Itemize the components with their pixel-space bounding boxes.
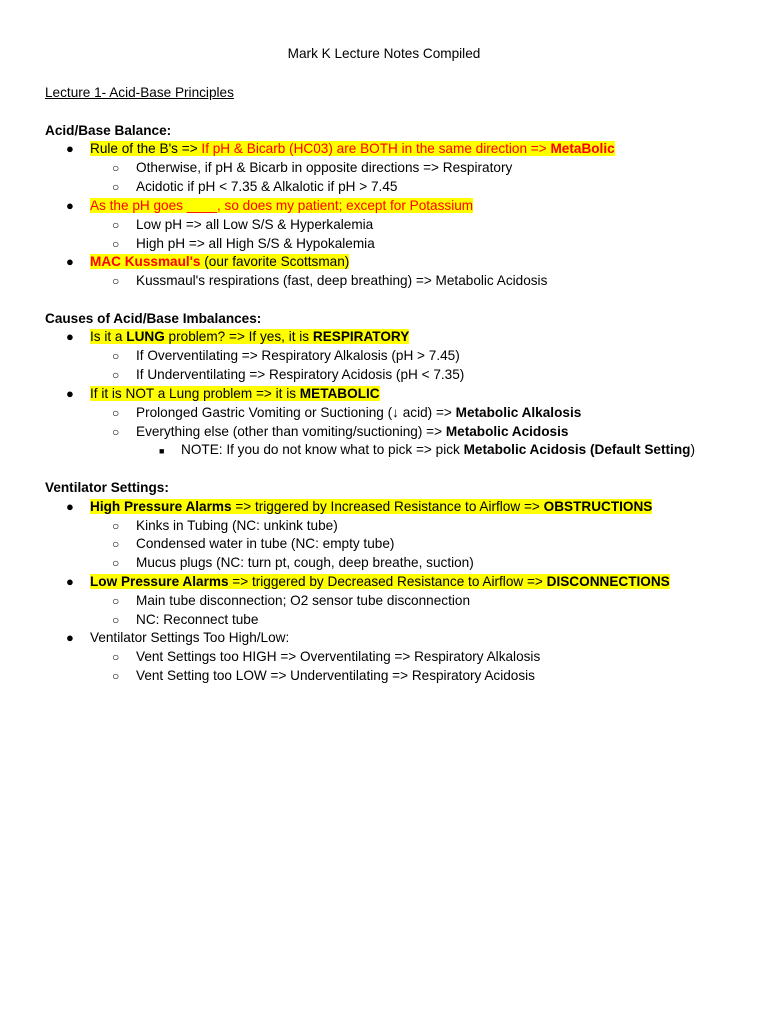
circle-bullet-icon: ○ [112,368,120,382]
page-title: Mark K Lecture Notes Compiled [287,46,481,61]
circle-bullet-icon: ○ [112,218,120,232]
list-subitem: Low pH => all Low S/S & Hyperkalemia [136,217,374,232]
list-item: MAC Kussmaul's (our favorite Scottsman) [90,254,350,269]
circle-bullet-icon: ○ [112,594,120,608]
section-heading-acid-base-balance: Acid/Base Balance: [45,123,172,138]
list-subitem: Otherwise, if pH & Bicarb in opposite directions => Respiratory [136,160,513,175]
bullet-icon: ● [66,386,74,401]
list-subitem: NC: Reconnect tube [136,612,259,627]
bullet-icon: ● [66,329,74,344]
section-heading-causes: Causes of Acid/Base Imbalances: [45,311,262,326]
circle-bullet-icon: ○ [112,650,120,664]
square-bullet-icon: ■ [159,446,165,456]
circle-bullet-icon: ○ [112,519,120,533]
list-subitem: Kinks in Tubing (NC: unkink tube) [136,518,338,533]
list-subitem: Everything else (other than vomiting/suctioning) => Metabolic Acidosis [136,424,569,439]
circle-bullet-icon: ○ [112,669,120,683]
list-item: As the pH goes ____, so does my patient; except for Potassium [90,198,474,213]
list-subitem: Main tube disconnection; O2 sensor tube disconnection [136,593,471,608]
circle-bullet-icon: ○ [112,556,120,570]
list-subitem: Condensed water in tube (NC: empty tube) [136,536,395,551]
circle-bullet-icon: ○ [112,274,120,288]
section-heading-ventilator: Ventilator Settings: [45,480,169,495]
circle-bullet-icon: ○ [112,161,120,175]
list-subitem: Acidotic if pH < 7.35 & Alkalotic if pH > 7.45 [136,179,398,194]
list-item: If it is NOT a Lung problem => it is METABOLIC [90,386,380,401]
list-subitem: Mucus plugs (NC: turn pt, cough, deep breathe, suction) [136,555,474,570]
list-subitem: Vent Setting too LOW => Underventilating => Respiratory Acidosis [136,668,535,683]
circle-bullet-icon: ○ [112,406,120,420]
bullet-icon: ● [66,499,74,514]
circle-bullet-icon: ○ [112,237,120,251]
circle-bullet-icon: ○ [112,537,120,551]
list-subitem: Prolonged Gastric Vomiting or Suctioning (↓ acid) => Metabolic Alkalosis [136,405,582,420]
bullet-icon: ● [66,198,74,213]
list-subitem: Vent Settings too HIGH => Overventilating => Respiratory Alkalosis [136,649,541,664]
list-subitem: High pH => all High S/S & Hypokalemia [136,236,375,251]
list-item: Is it a LUNG problem? => If yes, it is RESPIRATORY [90,329,410,344]
circle-bullet-icon: ○ [112,180,120,194]
list-item: Rule of the B's => If pH & Bicarb (HC03) are BOTH in the same direction => MetaBolic [90,141,615,156]
list-subsubitem: NOTE: If you do not know what to pick => pick Metabolic Acidosis (Default Setting) [181,442,695,457]
lecture-heading: Lecture 1- Acid-Base Principles [45,85,234,100]
list-subitem: If Underventilating => Respiratory Acidosis (pH < 7.35) [136,367,465,382]
circle-bullet-icon: ○ [112,349,120,363]
circle-bullet-icon: ○ [112,613,120,627]
list-subitem: Kussmaul's respirations (fast, deep breathing) => Metabolic Acidosis [136,273,548,288]
list-item: Low Pressure Alarms => triggered by Decreased Resistance to Airflow => DISCONNECTIONS [90,574,670,589]
list-subitem: If Overventilating => Respiratory Alkalosis (pH > 7.45) [136,348,460,363]
list-item: High Pressure Alarms => triggered by Increased Resistance to Airflow => OBSTRUCTIONS [90,499,653,514]
list-item: Ventilator Settings Too High/Low: [90,630,290,645]
bullet-icon: ● [66,574,74,589]
circle-bullet-icon: ○ [112,425,120,439]
bullet-icon: ● [66,141,74,156]
bullet-icon: ● [66,630,74,645]
bullet-icon: ● [66,254,74,269]
